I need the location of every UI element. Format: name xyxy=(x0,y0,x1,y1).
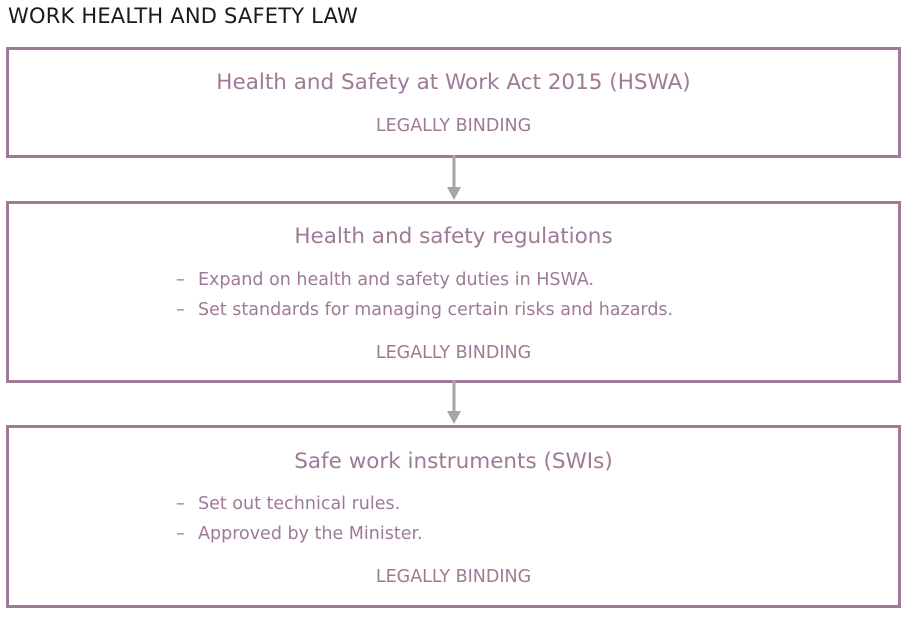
bullet-text: Set standards for managing certain risks and hazards. xyxy=(198,300,674,320)
hswa-box xyxy=(6,47,901,158)
swi-title: Safe work instruments (SWIs) xyxy=(294,449,613,474)
hswa-status: LEGALLY BINDING xyxy=(375,116,532,136)
bullet-text: Set out technical rules. xyxy=(198,494,401,514)
list-item xyxy=(176,489,423,519)
bullet-dash: – xyxy=(176,270,185,290)
hswa-title: Health and Safety at Work Act 2015 (HSWA) xyxy=(216,70,691,95)
arrow-down-icon xyxy=(444,380,464,425)
list-item xyxy=(176,295,673,325)
regulations-title: Health and safety regulations xyxy=(294,224,613,249)
bullet-text: Approved by the Minister. xyxy=(198,524,423,544)
regulations-bullet-list xyxy=(176,265,673,325)
swi-box xyxy=(6,425,901,608)
list-item xyxy=(176,519,423,549)
arrow-down-icon xyxy=(444,155,464,201)
regulations-status: LEGALLY BINDING xyxy=(375,343,532,363)
bullet-dash: – xyxy=(176,300,185,320)
page-title: WORK HEALTH AND SAFETY LAW xyxy=(8,4,358,28)
bullet-text: Expand on health and safety duties in HSWA. xyxy=(198,270,595,290)
swi-status: LEGALLY BINDING xyxy=(375,567,532,587)
list-item xyxy=(176,265,673,295)
bullet-dash: – xyxy=(176,524,185,544)
swi-bullet-list xyxy=(176,489,423,549)
bullet-dash: – xyxy=(176,494,185,514)
regulations-box xyxy=(6,201,901,383)
